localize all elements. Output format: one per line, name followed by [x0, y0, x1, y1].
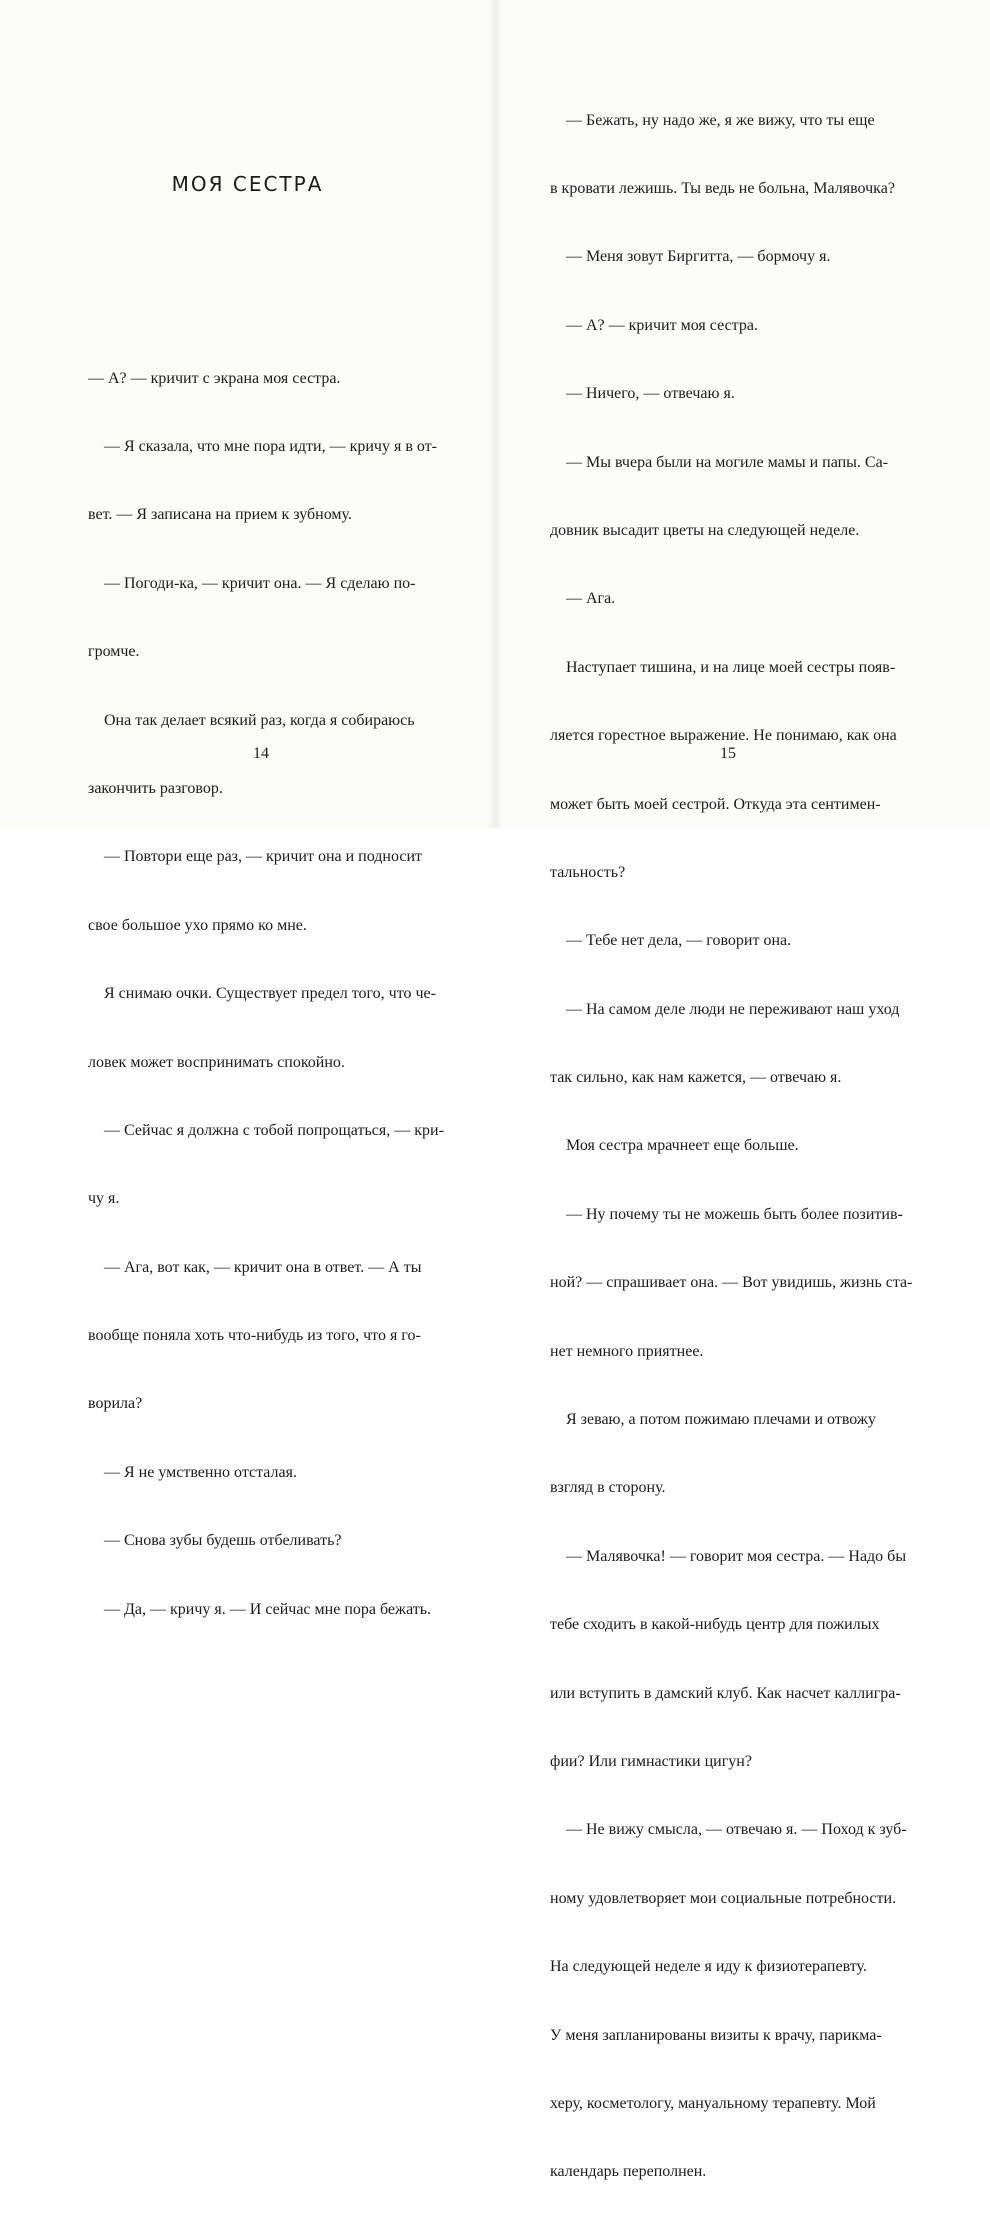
text-line: херу, косметологу, мануальному терапевту. Мой [550, 2094, 876, 2112]
page-number-left: 14 [253, 745, 269, 762]
text-line: ворила? [88, 1395, 143, 1413]
text-line: На следующей неделе я иду к физиотерапевту. [550, 1958, 867, 1976]
text-line: — Да, — кричу я. — И сейчас мне пора бежать. [88, 1600, 432, 1618]
text-line: Моя сестра мрачнеет еще больше. [550, 1137, 799, 1155]
text-line: — Бежать, ну надо же, я же вижу, что ты еще [550, 111, 875, 129]
text-line: может быть моей сестрой. Откуда эта сентимен- [550, 795, 881, 813]
text-line: — Мы вчера были на могиле мамы и папы. Са- [550, 453, 889, 471]
text-line: Я зеваю, а потом пожимаю плечами и отвожу [550, 1411, 876, 1429]
text-line: — А? — кричит моя сестра. [550, 316, 758, 334]
text-line: — Не вижу смысла, — отвечаю я. — Поход к зуб- [550, 1821, 907, 1839]
right-page-text [550, 64, 922, 2230]
text-line: ной? — спрашивает она. — Вот увидишь, жизнь ста- [550, 1274, 913, 1292]
text-line: — Я сказала, что мне пора идти, — кричу я в от- [88, 437, 437, 455]
text-line: У меня запланированы визиты к врачу, парикма- [550, 2026, 882, 2044]
chapter-title: МОЯ СЕСТРА [171, 172, 324, 196]
text-line: календарь переполнен. [550, 2163, 707, 2181]
text-line: так сильно, как нам кажется, — отвечаю я. [550, 1069, 842, 1087]
text-line: громче. [88, 643, 140, 661]
text-line: Я снимаю очки. Существует предел того, что че- [88, 985, 436, 1003]
page-number-right: 15 [720, 745, 736, 762]
text-line: — Сейчас я должна с тобой попрощаться, — кри- [88, 1121, 444, 1139]
text-line: — Я не умственно отсталая. [88, 1463, 297, 1481]
text-line: вообще поняла хоть что-нибудь из того, что я го- [88, 1327, 421, 1345]
text-line: ляется горестное выражение. Не понимаю, как она [550, 727, 897, 745]
left-page [0, 0, 495, 1618]
text-line: — Тебе нет дела, — говорит она. [550, 932, 792, 950]
text-line: взгляд в сторону. [550, 1479, 666, 1497]
text-line: — Снова зубы будешь отбеливать? [88, 1532, 342, 1550]
text-line: — На самом деле люди не переживают наш уход [550, 1000, 900, 1018]
book-gutter [488, 0, 502, 828]
text-line: тебе сходить в какой-нибудь центр для пожилых [550, 1616, 880, 1634]
text-line: — Погоди-ка, — кричит она. — Я сделаю по- [88, 574, 416, 592]
text-line: ному удовлетворяет мои социальные потребности. [550, 1889, 897, 1907]
text-line: нет немного приятнее. [550, 1342, 704, 1360]
text-line: тальность? [550, 863, 626, 881]
text-line: фии? Или гимнастики цигун? [550, 1752, 752, 1770]
text-line: вет. — Я записана на прием к зубному. [88, 506, 352, 524]
text-line: — Меня зовут Биргитта, — бормочу я. [550, 248, 831, 266]
text-line: закончить разговор. [88, 779, 223, 797]
text-line: или вступить в дамский клуб. Как насчет каллигра- [550, 1684, 901, 1702]
text-line: Она так делает всякий раз, когда я собираюсь [88, 711, 415, 729]
text-line: — А? — кричит с экрана моя сестра. [88, 369, 341, 387]
text-line: — Ну почему ты не можешь быть более позитив- [550, 1205, 903, 1223]
text-line: — Повтори еще раз, — кричит она и подносит [88, 848, 423, 866]
text-line: — Ага. [550, 590, 616, 608]
text-line: ловек может воспринимать спокойно. [88, 1053, 345, 1071]
text-line: в кровати лежишь. Ты ведь не больна, Малявочка? [550, 179, 895, 197]
text-line: — Ничего, — отвечаю я. [550, 385, 735, 403]
text-line: Наступает тишина, и на лице моей сестры появ- [550, 658, 896, 676]
text-line: свое большое ухо прямо ко мне. [88, 916, 307, 934]
text-line: довник высадит цветы на следующей неделе. [550, 521, 860, 539]
left-page-text [88, 322, 460, 1667]
text-line: — Ага, вот как, — кричит она в ответ. — А ты [88, 1258, 422, 1276]
text-line: чу я. [88, 1190, 120, 1208]
text-line: — Малявочка! — говорит моя сестра. — Надо бы [550, 1547, 907, 1565]
